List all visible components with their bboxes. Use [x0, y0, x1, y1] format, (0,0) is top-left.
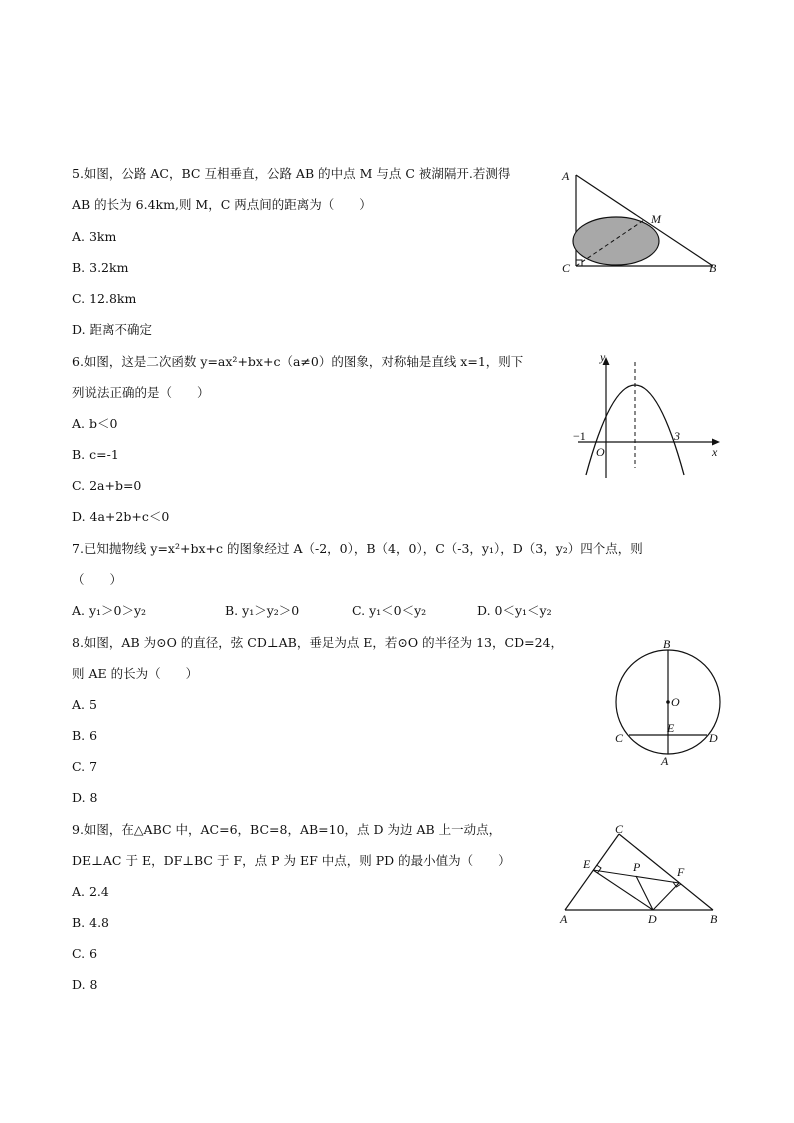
q6-label-y: y — [600, 350, 606, 364]
q5-stem-line2: AB 的长为 6.4km,则 M，C 两点间的距离为（ ） — [72, 197, 372, 212]
q7-option-d: D. 0＜y₁＜y₂ — [477, 603, 552, 618]
q9-option-a: A. 2.4 — [72, 884, 109, 899]
q8-label-b: B — [663, 637, 671, 651]
q6-option-d: D. 4a+2b+c＜0 — [72, 509, 170, 524]
q8-label-c: C — [615, 731, 624, 745]
q5-label-c: C — [562, 261, 571, 275]
q6-label-x: x — [712, 445, 718, 459]
q6-label-3: 3 — [674, 429, 680, 443]
q6-stem-line1: 6.如图，这是二次函数 y=ax²+bx+c（a≠0）的图象，对称轴是直线 x=1，则下 — [72, 354, 524, 369]
q9-label-f: F — [677, 865, 685, 879]
q9-option-c: C. 6 — [72, 946, 98, 961]
q9-stem-line2: DE⊥AC 于 E，DF⊥BC 于 F，点 P 为 EF 中点，则 PD 的最小值为（ ） — [72, 853, 511, 868]
q9-label-a: A — [560, 912, 568, 926]
q5-stem-line1: 5.如图，公路 AC，BC 互相垂直，公路 AB 的中点 M 与点 C 被湖隔开.若测得 — [72, 166, 511, 181]
q5-option-b: B. 3.2km — [72, 260, 129, 275]
q9-label-e: E — [583, 857, 591, 871]
q6-stem-line2: 列说法正确的是（ ） — [72, 385, 210, 400]
q8-option-a: A. 5 — [72, 697, 97, 712]
q6-option-a: A. b＜0 — [72, 416, 118, 431]
q8-label-o: O — [671, 695, 680, 709]
q8-figure-circle-chord — [605, 635, 730, 770]
q8-option-d: D. 8 — [72, 790, 98, 805]
q8-label-d: D — [709, 731, 718, 745]
q8-label-a: A — [661, 754, 669, 768]
q8-option-c: C. 7 — [72, 759, 98, 774]
q6-figure-parabola-graph — [570, 350, 730, 485]
q5-label-m: M — [651, 212, 661, 226]
q8-label-e: E — [667, 721, 675, 735]
q5-option-c: C. 12.8km — [72, 291, 137, 306]
q7-stem-line1: 7.已知抛物线 y=x²+bx+c 的图象经过 A（-2，0），B（4，0），C（-3，y₁），D（3，y₂）四个点，则 — [72, 541, 643, 556]
q5-figure-lake-triangle — [555, 160, 735, 280]
q9-option-d: D. 8 — [72, 977, 98, 992]
q6-label-origin: O — [596, 445, 605, 459]
q7-stem-line2: （ ） — [72, 572, 123, 587]
q7-option-b: B. y₁＞y₂＞0 — [225, 603, 300, 618]
q8-option-b: B. 6 — [72, 728, 98, 743]
q9-label-d: D — [648, 912, 657, 926]
q6-label-neg1: −1 — [573, 429, 586, 443]
q5-option-a: A. 3km — [72, 229, 117, 244]
q9-option-b: B. 4.8 — [72, 915, 110, 930]
q9-label-p: P — [633, 860, 641, 874]
q5-label-b: B — [709, 261, 717, 275]
q6-option-c: C. 2a+b=0 — [72, 478, 142, 493]
q9-label-c: C — [615, 822, 624, 836]
q9-figure-triangle — [555, 820, 735, 930]
q5-label-a: A — [562, 169, 570, 183]
q7-option-c: C. y₁＜0＜y₂ — [352, 603, 427, 618]
q5-option-d: D. 距离不确定 — [72, 322, 153, 337]
q8-stem-line2: 则 AE 的长为（ ） — [72, 666, 199, 681]
q7-option-a: A. y₁＞0＞y₂ — [72, 603, 147, 618]
q9-label-b: B — [710, 912, 718, 926]
q9-stem-line1: 9.如图，在△ABC 中，AC=6，BC=8，AB=10，点 D 为边 AB 上一动点， — [72, 822, 502, 837]
q6-option-b: B. c=-1 — [72, 447, 119, 462]
q8-stem-line1: 8.如图，AB 为⊙O 的直径，弦 CD⊥AB，垂足为点 E，若⊙O 的半径为 13，CD=24， — [72, 635, 563, 650]
